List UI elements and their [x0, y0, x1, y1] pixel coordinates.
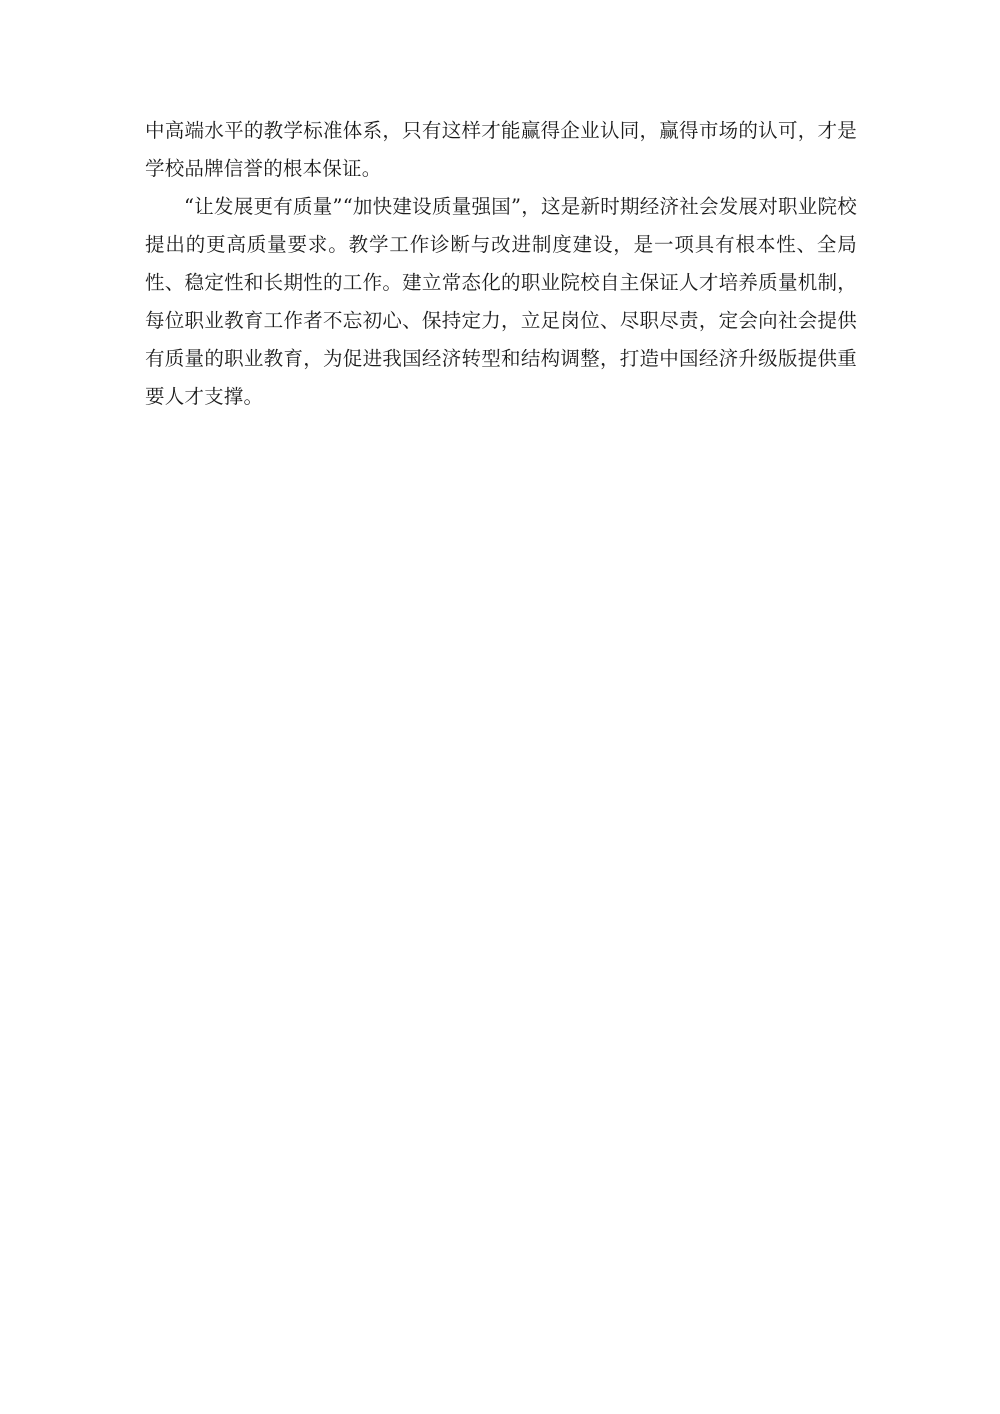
paragraph-continuation: 中高端水平的教学标准体系，只有这样才能赢得企业认同，赢得市场的认可，才是学校品牌信誉的根本保证。 [145, 119, 857, 180]
paragraph-quality-requirements: “让发展更有质量”“加快建设质量强国”，这是新时期经济社会发展对职业院校提出的更高质量要求。教学工作诊断与改进制度建设，是一项具有根本性、全局性、稳定性和长期性的工作。建立常态化的职业院校自主保证人才培养质量机制，每位职业教育工作者不忘初心、保持定力，立足岗位、尽职尽责，定会向社会提供有质量的职业教育，为促进我国经济转型和结构调整，打造中国经济升级版提供重要人才支撑。 [145, 195, 857, 408]
document-body [145, 112, 857, 416]
